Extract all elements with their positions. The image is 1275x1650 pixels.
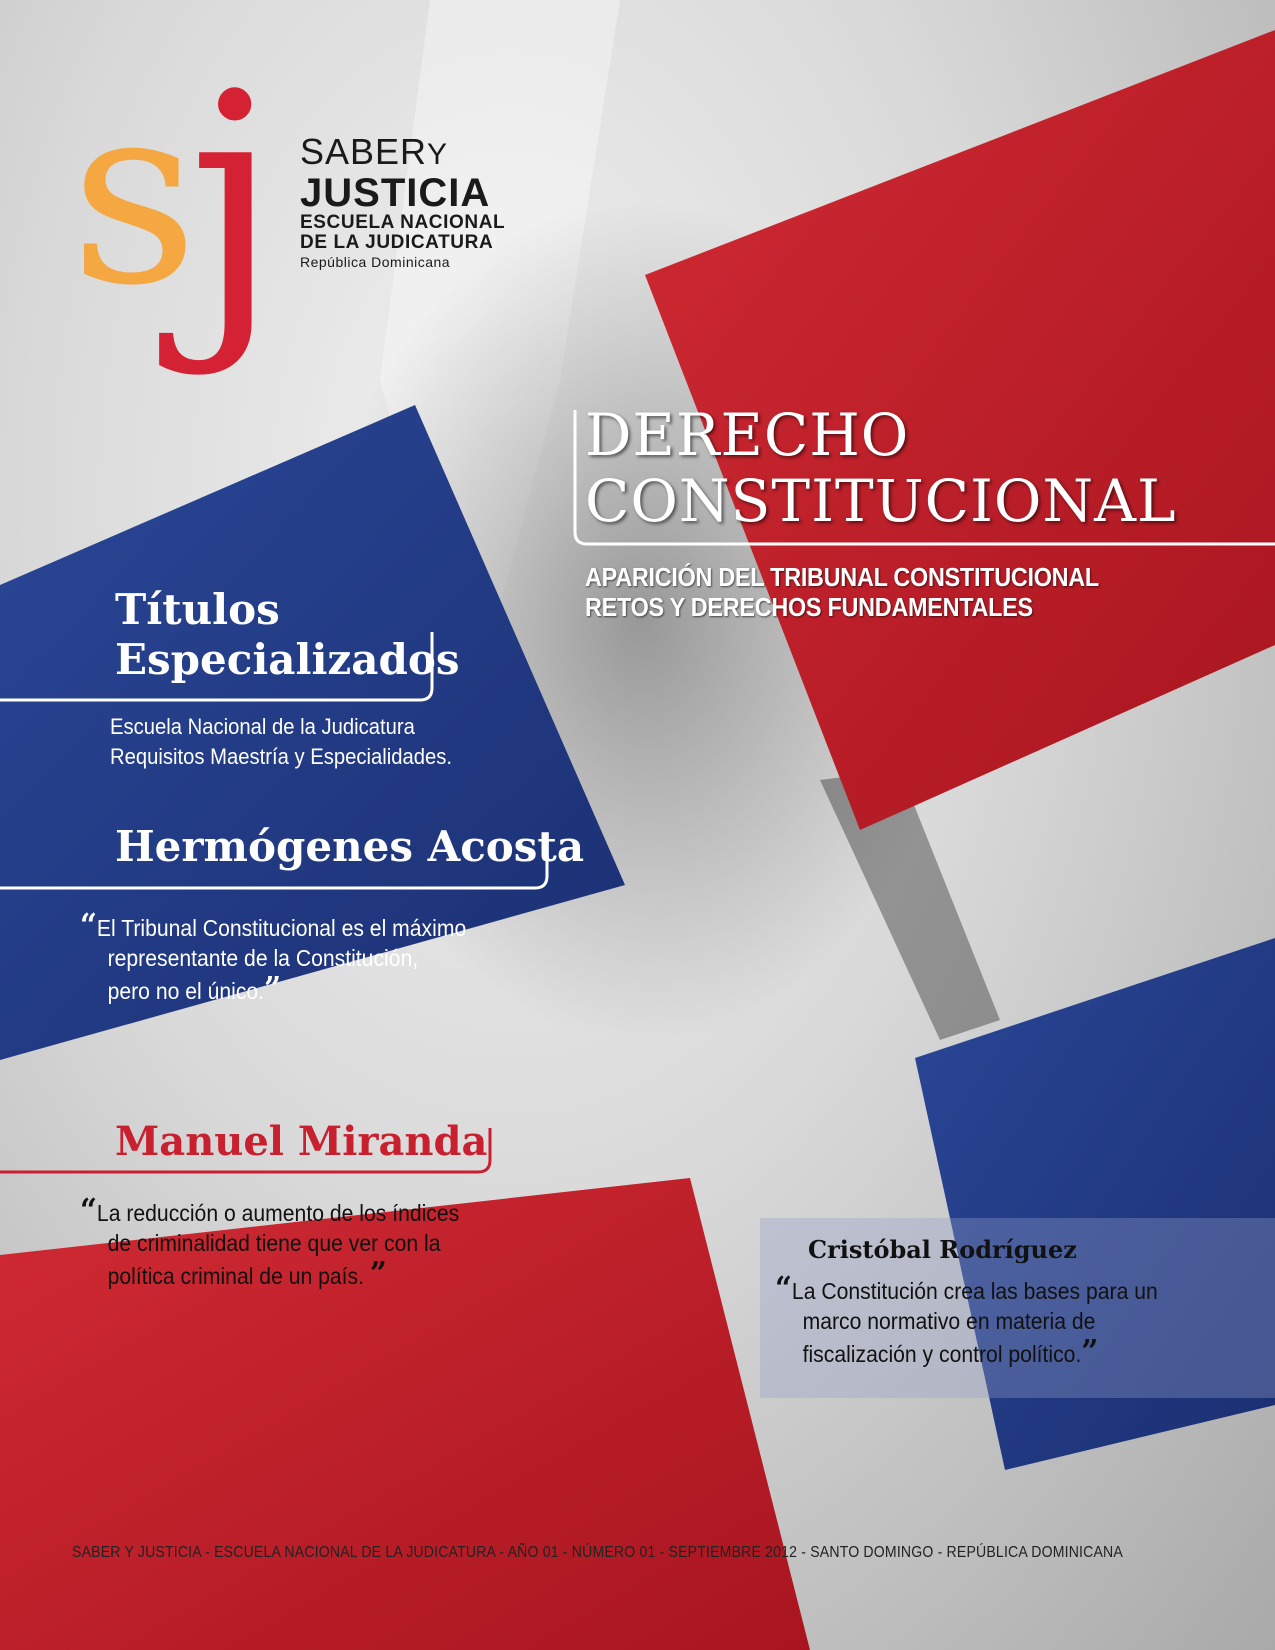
logo-justicia: JUSTICIA [300,171,491,215]
logo-y: Y [427,138,449,171]
close-quote-icon: ” [369,1254,387,1292]
miranda-quote [80,1191,460,1292]
hermogenes-quote [80,906,467,1007]
subheadline [585,562,1099,622]
logo-escuela: ESCUELA NACIONAL [300,212,506,233]
open-quote-icon: “ [775,1269,792,1307]
close-quote-icon: ” [264,969,282,1007]
rodriguez-quote2: marco normativo en materia de [802,1308,1096,1334]
miranda-quote3: política criminal de un país. [107,1263,365,1289]
titulos-heading [115,585,460,685]
main-headline [585,402,1177,534]
headline-line1: DERECHO [585,401,910,469]
footer-imprint: SABER Y JUSTICIA - ESCUELA NACIONAL DE LA JUDICATURA - AÑO 01 - NÚMERO 01 - SEPTIEMBRE 2012 - SANTO DOMINGO - REPÚBLICA DOMINICANA [72,1544,1123,1561]
titulos-line2: Especializados [115,635,460,684]
miranda-quote2: de criminalidad tiene que ver con la [107,1230,441,1256]
hermogenes-quote1: El Tribunal Constitucional es el máximo [96,915,467,941]
rodriguez-quote3: fiscalización y control político. [802,1341,1082,1367]
logo-wordmark [300,131,506,271]
logo-j-letter: j [188,30,282,379]
logo-saber: SABER [300,131,428,172]
rodriguez-heading: Cristóbal Rodríguez [808,1235,1077,1264]
hermogenes-quote3: pero no el único. [107,978,265,1004]
rodriguez-quote [775,1269,1158,1370]
titulos-description [110,712,452,772]
hermogenes-heading: Hermógenes Acosta [115,822,585,871]
hermogenes-quote2: representante de la Constitución, [107,945,419,971]
logo-line1 [300,131,505,173]
open-quote-icon: “ [80,1191,97,1229]
subheadline-line1: APARICIÓN DEL TRIBUNAL CONSTITUCIONAL [585,562,1099,592]
subheadline-line2: RETOS Y DERECHOS FUNDAMENTALES [585,592,1033,622]
titulos-desc1: Escuela Nacional de la Judicatura [110,714,415,739]
close-quote-icon: ” [1081,1332,1099,1370]
open-quote-icon: “ [80,906,97,944]
titulos-line1: Títulos [115,585,280,634]
logo-country: República Dominicana [300,254,451,270]
logo-s-letter: s [70,49,199,340]
miranda-heading: Manuel Miranda [115,1118,488,1165]
headline-line2: CONSTITUCIONAL [585,467,1177,535]
miranda-quote1: La reducción o aumento de los índices [96,1200,460,1226]
rodriguez-quote1: La Constitución crea las bases para un [791,1278,1158,1304]
logo-judicatura: DE LA JUDICATURA [300,232,494,253]
logo-mark [70,30,282,379]
titulos-desc2: Requisitos Maestría y Especialidades. [110,744,452,769]
